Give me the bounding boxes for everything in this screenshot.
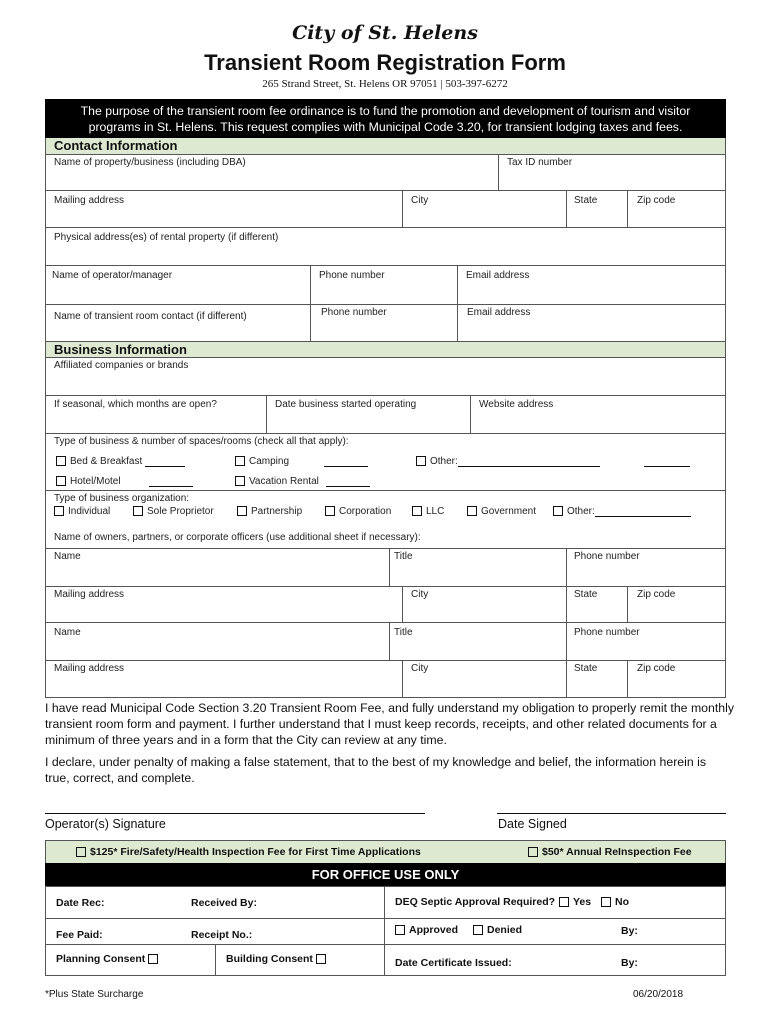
org-government-option[interactable] [467,506,536,517]
camping-option[interactable] [235,456,368,467]
owner2-zip-field[interactable] [627,660,726,698]
date-cert-label: Date Certificate Issued: [395,957,512,969]
tax-id-field[interactable] [498,154,726,191]
office-use-heading: FOR OFFICE USE ONLY [45,863,726,887]
building-consent-label: Building Consent [226,953,313,965]
owner1-title-field[interactable] [389,548,567,587]
owner2-zip-label: Zip code [637,663,676,674]
deq-label: DEQ Septic Approval Required? [395,896,556,908]
org-llc-option[interactable] [412,506,444,517]
org-other-label: Other: [567,506,595,517]
checkbox-icon[interactable] [148,954,158,964]
deq-yes-option[interactable] [559,896,591,908]
owner1-name-label: Name [54,551,81,562]
contact-email-field[interactable] [457,304,726,342]
checkbox-icon[interactable] [473,925,483,935]
business-type-group [45,433,726,491]
website-label: Website address [479,399,554,410]
operator-name-field[interactable] [45,265,311,305]
other-type-label: Other: [430,456,458,467]
org-corporation-option[interactable] [325,506,391,517]
fee-paid-row [45,918,385,945]
checkbox-icon[interactable] [559,897,569,907]
obligation-line-3: minimum of three years and in a form that the City can review at any time. [45,733,447,747]
deq-no-label: No [615,896,629,908]
transient-contact-label: Name of transient room contact (if different) [54,311,247,322]
contact-phone-label: Phone number [321,307,387,318]
physical-address-field[interactable] [45,227,726,266]
date-rec-row [45,886,385,919]
received-by-label: Received By: [191,897,257,909]
obligation-line-2: transient room form and payment. I further understand that I must keep records, receipts, and other related documents for a [45,717,717,731]
building-consent-option[interactable] [226,953,330,965]
declaration-line-1: I declare, under penalty of making a false statement, that to the best of my knowledge and belief, the information herein is [45,755,706,769]
fee-paid-label: Fee Paid: [56,929,103,941]
operator-phone-field[interactable] [310,265,458,305]
business-section-heading: Business Information [45,342,726,358]
checkbox-icon[interactable] [528,847,538,857]
org-llc-label: LLC [426,506,445,517]
owner2-city-field[interactable] [402,660,567,698]
other-type-option[interactable] [416,456,690,467]
contact-section-heading: Contact Information [45,138,726,154]
deq-row [384,886,726,919]
org-individual-option[interactable] [54,506,110,517]
contact-phone-field[interactable] [310,304,458,342]
physical-address-label: Physical address(es) of rental property (if different) [54,232,279,243]
planning-consent-cell [45,944,216,976]
owner1-mailing-label: Mailing address [54,589,125,600]
checkbox-icon[interactable] [395,925,405,935]
operator-email-field[interactable] [457,265,726,305]
operator-phone-label: Phone number [319,270,385,281]
owner2-name-label: Name [54,627,81,638]
zip-label: Zip code [637,195,676,206]
owner2-state-label: State [574,663,598,674]
owner1-mailing-field[interactable] [45,586,403,623]
date-started-field[interactable] [266,395,471,434]
checkbox-icon[interactable] [56,476,66,486]
property-name-field[interactable] [45,154,499,191]
camping-label: Camping [249,456,290,467]
owners-label: Name of owners, partners, or corporate officers (use additional sheet if necessary): [54,532,421,543]
org-individual-label: Individual [68,506,111,517]
org-other-option[interactable] [553,506,691,517]
date-cert-row [384,944,726,976]
date-cert-by-label: By: [621,957,638,969]
org-government-label: Government [481,506,537,517]
vacation-option[interactable] [235,476,370,487]
owner2-title-field[interactable] [389,622,567,661]
checkbox-icon[interactable] [133,506,143,516]
declaration-line-2: true, correct, and complete. [45,771,195,785]
checkbox-icon[interactable] [416,456,426,466]
declaration-paragraph [45,754,735,786]
checkbox-icon[interactable] [316,954,326,964]
website-field[interactable] [470,395,726,434]
surcharge-note: *Plus State Surcharge [45,989,144,1000]
owner2-phone-label: Phone number [574,627,640,638]
camping-count-line[interactable] [324,466,368,467]
purpose-line-1: The purpose of the transient room fee ordinance is to fund the promotion and development of tourism and visitor [80,104,691,118]
owner1-state-field[interactable] [566,586,628,623]
affiliated-field[interactable] [45,357,726,396]
org-partnership-label: Partnership [251,506,303,517]
checkbox-icon[interactable] [412,506,422,516]
owner1-zip-label: Zip code [637,589,676,600]
hotel-option[interactable] [56,476,193,487]
seasonal-label: If seasonal, which months are open? [54,399,217,410]
deq-yes-label: Yes [573,896,592,908]
checkbox-icon[interactable] [76,847,86,857]
checkbox-icon[interactable] [467,506,477,516]
owner2-mailing-field[interactable] [45,660,403,698]
obligation-paragraph [45,700,735,748]
owner2-city-label: City [411,663,429,674]
deq-no-option[interactable] [601,896,629,908]
date-rec-label: Date Rec: [56,897,105,909]
bnb-label: Bed & Breakfast [70,456,143,467]
org-sole-label: Sole Proprietor [147,506,214,517]
owner2-mailing-label: Mailing address [54,663,125,674]
approval-row [384,918,726,945]
city-field[interactable] [402,190,567,228]
denied-label: Denied [487,924,523,936]
checkbox-icon[interactable] [325,506,335,516]
denied-option[interactable] [473,924,522,936]
org-partnership-option[interactable] [237,506,302,517]
owner2-title-label: Title [394,627,413,638]
planning-consent-option[interactable] [56,953,162,965]
owner1-phone-field[interactable] [566,548,726,587]
checkbox-icon[interactable] [237,506,247,516]
vacation-count-line[interactable] [326,486,370,487]
checkbox-icon[interactable] [553,506,563,516]
approved-label: Approved [409,924,459,936]
mailing-address-label: Mailing address [54,195,125,206]
org-sole-option[interactable] [133,506,214,517]
owner1-phone-label: Phone number [574,551,640,562]
city-label: City [411,195,429,206]
owner1-zip-field[interactable] [627,586,726,623]
transient-contact-field[interactable] [45,304,311,342]
signature-label: Operator(s) Signature [45,817,166,831]
building-consent-cell [215,944,385,976]
owner1-city-field[interactable] [402,586,567,623]
owner2-state-field[interactable] [566,660,628,698]
owner1-name-field[interactable] [45,548,390,587]
vacation-label: Vacation Rental [249,476,319,487]
first-time-fee-option[interactable] [76,846,421,858]
operator-name-label: Name of operator/manager [52,270,173,281]
date-signed-line[interactable] [497,813,726,814]
operator-email-label: Email address [466,270,530,281]
state-label: State [574,195,598,206]
other-type-count-line[interactable] [644,466,690,467]
organization-label: Type of business organization: [54,493,190,504]
obligation-line-1: I have read Municipal Code Section 3.20 Transient Room Fee, and fully understand my obligation to properly remit the monthly [45,701,734,715]
planning-consent-label: Planning Consent [56,953,146,965]
business-type-label: Type of business & number of spaces/rooms (check all that apply): [54,436,349,447]
tax-id-label: Tax ID number [507,157,573,168]
owner1-state-label: State [574,589,598,600]
first-time-fee-label: $125* Fire/Safety/Health Inspection Fee for First Time Applications [90,846,421,858]
bnb-option[interactable] [56,456,185,467]
checkbox-icon[interactable] [54,506,64,516]
contact-email-label: Email address [467,307,531,318]
owner1-title-label: Title [394,551,413,562]
org-other-line[interactable] [595,516,691,517]
purpose-banner [45,99,726,138]
fees-box [45,840,726,864]
form-date: 06/20/2018 [633,989,684,1000]
owner1-city-label: City [411,589,429,600]
state-field[interactable] [566,190,628,228]
affiliated-label: Affiliated companies or brands [54,360,189,371]
receipt-no-label: Receipt No.: [191,929,253,941]
reinspection-fee-option[interactable] [528,846,692,858]
owner2-name-field[interactable] [45,622,390,661]
date-signed-label: Date Signed [498,817,567,831]
hotel-count-line[interactable] [149,486,193,487]
city-address: 265 Strand Street, St. Helens OR 97051 | 503-397-6272 [262,78,508,90]
reinspection-fee-label: $50* Annual ReInspection Fee [542,846,692,858]
bnb-count-line[interactable] [145,466,185,467]
owner2-phone-field[interactable] [566,622,726,661]
approval-by-label: By: [621,925,638,937]
organization-group [45,490,726,550]
page-title: Transient Room Registration Form [204,50,566,75]
approved-option[interactable] [395,924,458,936]
city-logo-text: City of St. Helens [292,22,478,44]
zip-field[interactable] [627,190,726,228]
date-started-label: Date business started operating [275,399,417,410]
mailing-address-field[interactable] [45,190,403,228]
org-corporation-label: Corporation [339,506,392,517]
other-type-line[interactable] [458,466,600,467]
checkbox-icon[interactable] [601,897,611,907]
seasonal-field[interactable] [45,395,267,434]
checkbox-icon[interactable] [235,476,245,486]
checkbox-icon[interactable] [56,456,66,466]
purpose-line-2: programs in St. Helens. This request complies with Municipal Code 3.20, for transient lodging taxes and fees. [88,120,683,134]
signature-line[interactable] [45,813,425,814]
property-name-label: Name of property/business (including DBA) [54,157,246,168]
checkbox-icon[interactable] [235,456,245,466]
hotel-label: Hotel/Motel [70,476,121,487]
